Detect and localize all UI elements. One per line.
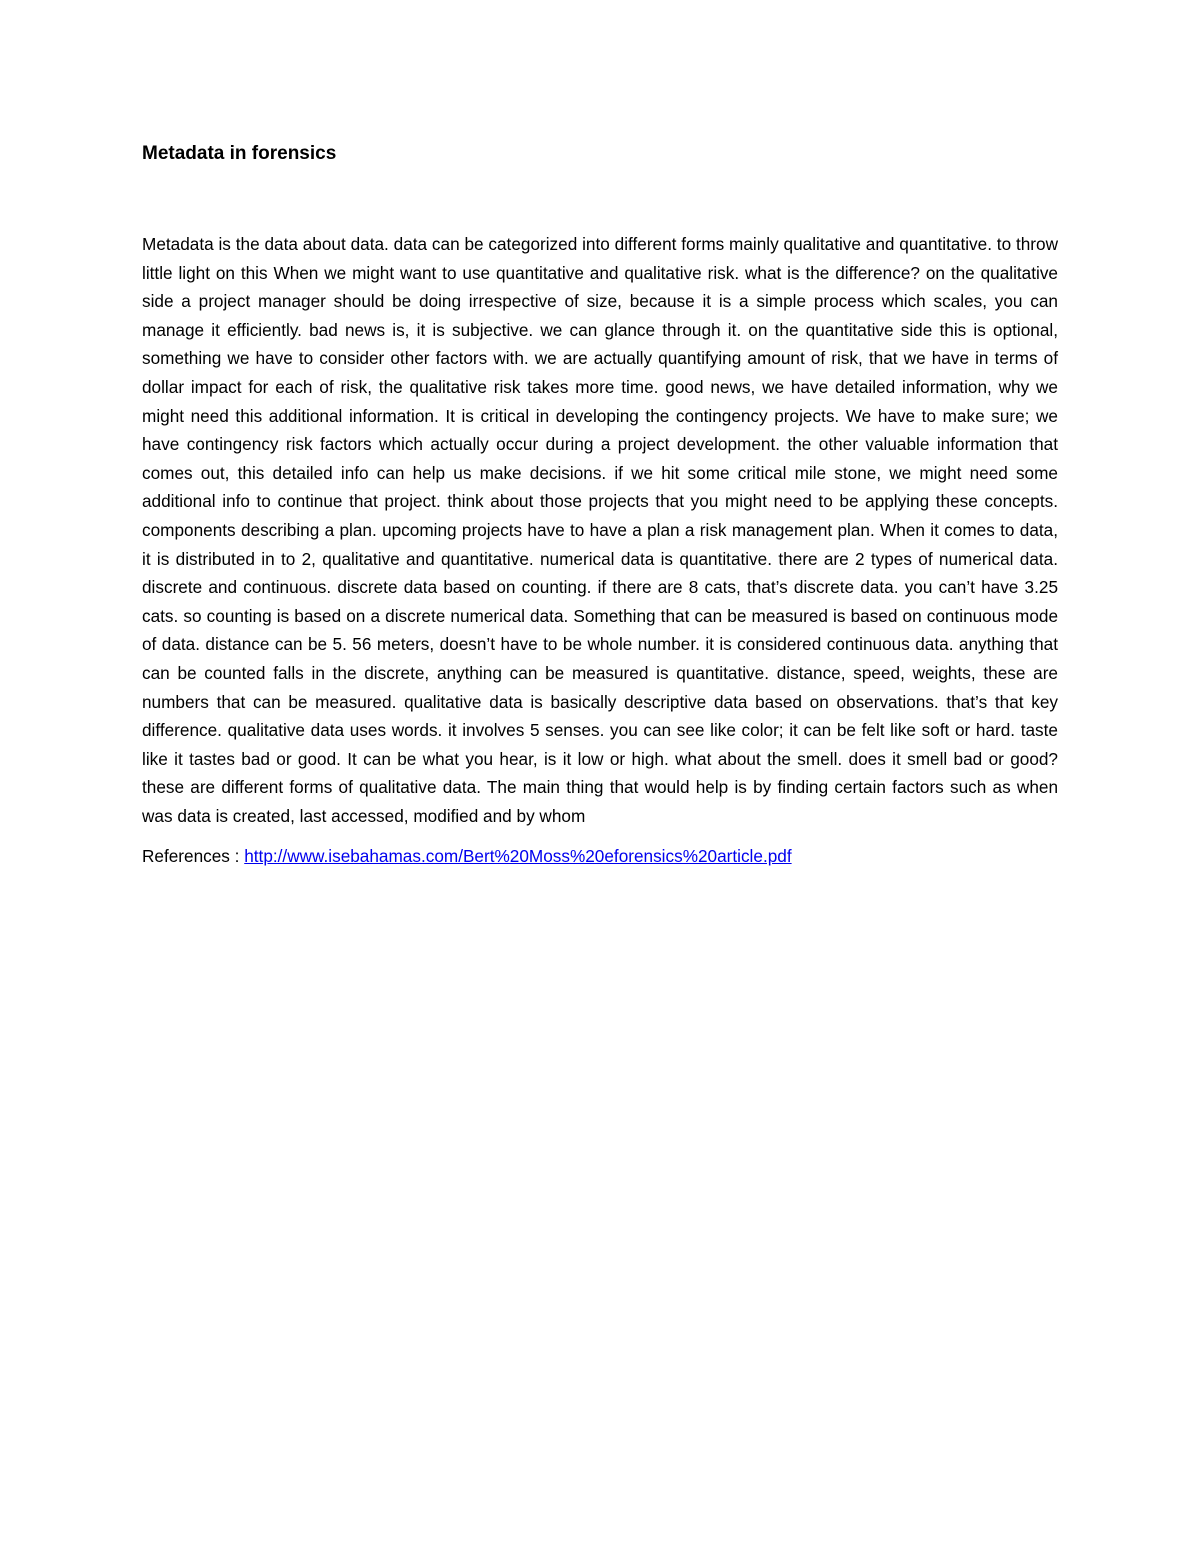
- document-body-paragraph: Metadata is the data about data. data can be categorized into different forms mainly qualitative and quantitative. to throw little light on this When we might want to use quantitative and qualitative risk. what is the difference? on the qualitative side a project manager should be doing irrespective of size, because it is a simple process which scales, you can manage it efficiently. bad news is, it is subjective. we can glance through it. on the quantitative side this is optional, something we have to consider other factors with. we are actually quantifying amount of risk, that we have in terms of dollar impact for each of risk, the qualitative risk takes more time. good news, we have detailed information, why we might need this additional information. It is critical in developing the contingency projects. We have to make sure; we have contingency risk factors which actually occur during a project development. the other valuable information that comes out, this detailed info can help us make decisions. if we hit some critical mile stone, we might need some additional info to continue that project. think about those projects that you might need to be applying these concepts. components describing a plan. upcoming projects have to have a plan a risk management plan. When it comes to data, it is distributed in to 2, qualitative and quantitative. numerical data is quantitative. there are 2 types of numerical data. discrete and continuous. discrete data based on counting. if there are 8 cats, that’s discrete data. you can’t have 3.25 cats. so counting is based on a discrete numerical data. Something that can be measured is based on continuous mode of data. distance can be 5. 56 meters, doesn’t have to be whole number. it is considered continuous data. anything that can be counted falls in the discrete, anything can be measured is quantitative. distance, speed, weights, these are numbers that can be measured. qualitative data is basically descriptive data based on observations. that’s that key difference. qualitative data uses words. it involves 5 senses. you can see like color; it can be felt like soft or hard. taste like it tastes bad or good. It can be what you hear, is it low or high. what about the smell. does it smell bad or good? these are different forms of qualitative data. The main thing that would help is by finding certain factors such as when was data is created, last accessed, modified and by whom: [142, 234, 1058, 826]
- references-label: References :: [142, 846, 245, 867]
- references-line: [142, 842, 1058, 871]
- reference-link[interactable]: http://www.isebahamas.com/Bert%20Moss%20eforensics%20article.pdf: [244, 846, 792, 867]
- document-content: [142, 140, 1058, 871]
- document-title: Metadata in forensics: [142, 143, 337, 164]
